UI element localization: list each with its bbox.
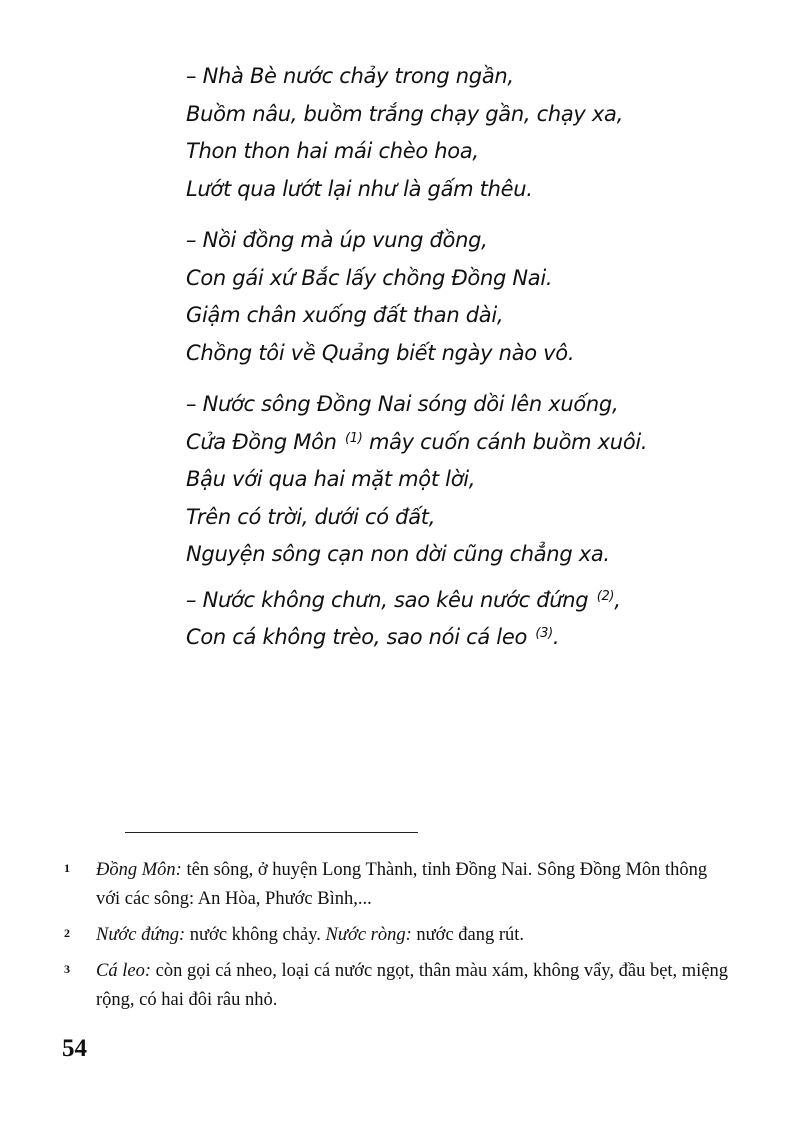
stanza-1 <box>186 58 746 208</box>
poem-line: Chồng tôi về Quảng biết ngày nào vô. <box>186 340 575 365</box>
footnote-1 <box>62 856 734 914</box>
poem <box>186 58 746 671</box>
poem-line: Buồm nâu, buồm trắng chạy gần, chạy xa, <box>186 101 623 126</box>
poem-line: Lướt qua lướt lại như là gấm thêu. <box>186 176 533 201</box>
poem-line-part: – Nước không chưn, sao kêu nước đứng <box>186 587 589 612</box>
poem-line: – Nồi đồng mà úp vung đồng, <box>186 228 488 252</box>
footnote-text: nước đang rút. <box>411 925 525 945</box>
poem-line-part: Cửa Đồng Môn <box>186 429 337 454</box>
footnote-text: tên sông, ở huyện Long Thành, tỉnh Đồng Nai. Sông Đồng Môn thông với các sông: An Hòa, Phước Bình,... <box>96 860 708 909</box>
footnote-text: còn gọi cá nheo, loại cá nước ngọt, thân màu xám, không vẩy, đầu bẹt, miệng rộng, có hai đôi râu nhỏ. <box>96 961 729 1010</box>
footnote-2 <box>62 921 734 950</box>
poem-line: Nguyện sông cạn non dời cũng chẳng xa. <box>186 542 610 566</box>
footnote-3 <box>62 957 734 1015</box>
poem-line-part: mây cuốn cánh buồm xuôi. <box>368 429 648 454</box>
footnote-number: 1 <box>64 861 70 875</box>
poem-line: Giậm chân xuống đất than dài, <box>186 303 504 327</box>
footnote-term: Nước đứng: <box>96 925 186 945</box>
poem-line <box>186 582 746 620</box>
poem-line-part: . <box>552 625 560 649</box>
poem-line-part: , <box>614 587 621 612</box>
poem-line-part: Con cá không trèo, sao nói cá leo <box>186 625 527 649</box>
poem-line <box>186 619 746 657</box>
footnote-term: Đồng Môn: <box>96 860 182 880</box>
stanza-2 <box>186 222 746 372</box>
poem-line <box>186 424 746 462</box>
footnote-number: 3 <box>64 962 70 976</box>
stanza-4 <box>186 582 746 657</box>
footnote-ref-3: (3) <box>535 626 553 641</box>
footnote-ref-2: (2) <box>596 588 615 604</box>
footnote-term: Nước ròng: <box>325 925 412 945</box>
poem-line: Thon thon hai mái chèo hoa, <box>186 139 479 163</box>
footnote-number: 2 <box>64 926 70 940</box>
page-number: 54 <box>62 1035 87 1062</box>
stanza-3 <box>186 386 746 574</box>
footnote-ref-1: (1) <box>345 430 363 446</box>
poem-line: Con gái xứ Bắc lấy chồng Đồng Nai. <box>186 265 553 290</box>
footnote-text: nước không chảy. <box>185 925 326 945</box>
poem-line: Trên có trời, dưới có đất, <box>186 504 436 529</box>
poem-line: Bậu với qua hai mặt một lời, <box>186 467 476 491</box>
footnotes <box>62 856 734 1022</box>
poem-line: – Nước sông Đồng Nai sóng dồi lên xuống, <box>186 392 619 416</box>
footnote-separator <box>125 832 418 833</box>
footnote-term: Cá leo: <box>96 961 151 981</box>
poem-line: – Nhà Bè nước chảy trong ngần, <box>186 64 514 88</box>
